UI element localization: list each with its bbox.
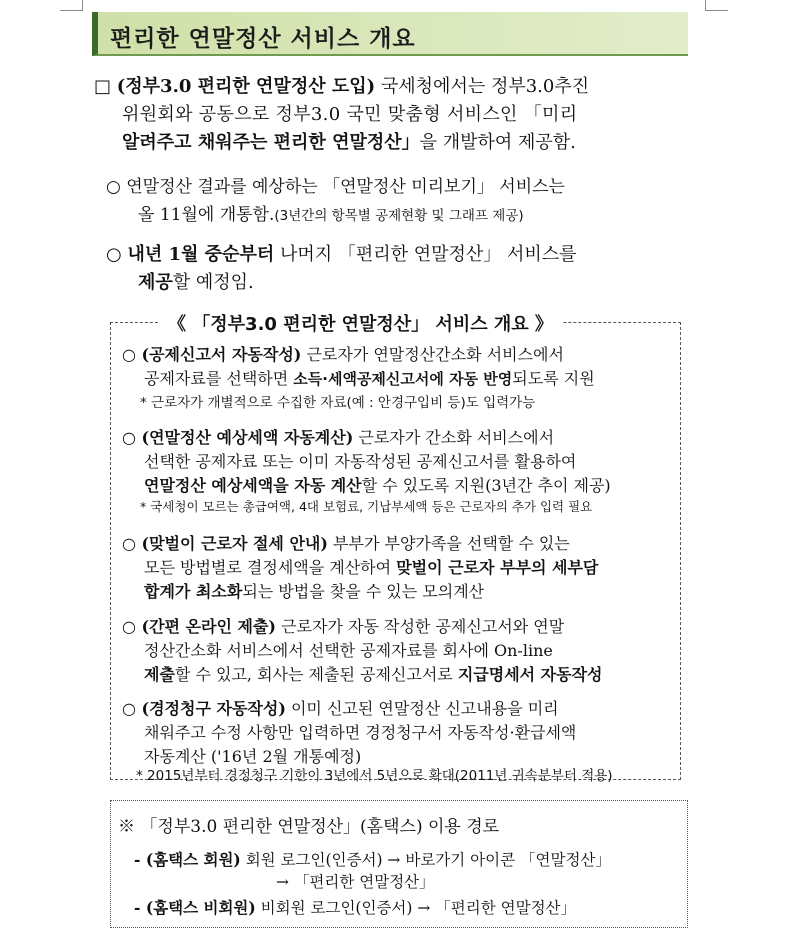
overview-item-5-note: * 2015년부터 경정청구 기한이 3년에서 5년으로 확대(2011년 귀속분부터 적용) — [136, 768, 613, 784]
point-1-line-2 — [138, 200, 524, 225]
overview-item-1-text-2: 공제자료를 선택하면 — [144, 369, 294, 388]
crop-mark-top-left — [60, 0, 83, 11]
overview-item-4-line-1 — [122, 614, 564, 637]
overview-item-3-line-3 — [144, 579, 484, 602]
point-1-note: (3년간의 항목별 공제현황 및 그래프 제공) — [274, 208, 524, 224]
intro-text: 국세청에서는 정부3.0추진 — [375, 76, 590, 97]
service-overview-title: 《 「정부3.0 편리한 연말정산」 서비스 개요 》 — [158, 310, 563, 336]
route-member-heading: - (홈택스 회원) — [134, 850, 241, 869]
usage-route-title: ※ 「정부3.0 편리한 연말정산」(홈택스) 이용 경로 — [118, 817, 500, 837]
overview-item-4-emphasis-2: 지급명세서 자동작성 — [457, 665, 603, 684]
overview-item-4-emphasis: 제출 — [144, 665, 175, 684]
point-2-emphasis: 내년 1월 중순부터 — [127, 244, 275, 265]
overview-item-5-line-2: 채워주고 수정 사항만 입력하면 경정청구서 자동작성·환급세액 — [144, 723, 577, 742]
overview-item-1-tail: 되도록 지원 — [512, 369, 595, 388]
overview-item-1-note: * 근로자가 개별적으로 수집한 자료(예 : 안경구입비 등)도 입력가능 — [140, 395, 536, 411]
overview-item-3-text: 부부가 부양가족을 선택할 수 있는 — [327, 534, 570, 553]
route-member-line-1 — [134, 848, 611, 870]
point-2-line-1 — [106, 240, 577, 266]
overview-item-1-line-1 — [122, 342, 564, 365]
overview-item-3-tail: 되는 방법을 찾을 수 있는 모의계산 — [242, 582, 485, 601]
overview-item-3-line-1 — [122, 531, 570, 554]
overview-item-2-tail: 할 수 있도록 지원(3년간 추이 제공) — [361, 476, 611, 495]
overview-item-4-text-3: 할 수 있고, 회사는 제출된 공제신고서로 — [174, 665, 458, 684]
route-guest-heading: - (홈택스 비회원) — [134, 898, 256, 917]
overview-item-2-heading: ○ (연말정산 예상세액 자동계산) — [122, 428, 354, 447]
overview-item-2-emphasis: 연말정산 예상세액을 자동 계산 — [144, 476, 362, 495]
overview-item-3-text-2: 모든 방법별로 결정세액을 계산하여 — [144, 558, 397, 577]
circle-bullet: ○ — [106, 177, 121, 197]
point-2-emphasis-2: 제공 — [138, 272, 173, 293]
intro-heading: (정부3.0 편리한 연말정산 도입) — [116, 76, 376, 97]
overview-item-5-heading: ○ (경정청구 자동작성) — [122, 699, 286, 718]
circle-bullet: ○ — [106, 244, 122, 265]
intro-tail: 을 개발하여 제공함. — [419, 132, 576, 153]
route-guest-text: 비회원 로그인(인증서) → 「편리한 연말정산」 — [255, 899, 577, 917]
overview-item-4-line-2: 정산간소화 서비스에서 선택한 공제자료를 회사에 On-line — [144, 641, 553, 660]
section-title-bar — [92, 12, 688, 56]
overview-item-3-emphasis-2: 합계가 최소화 — [144, 582, 243, 601]
overview-item-3-heading: ○ (맞벌이 근로자 절세 안내) — [122, 534, 328, 553]
overview-item-3-line-2 — [144, 555, 598, 578]
point-2-text-2: 할 예정임. — [172, 272, 254, 293]
overview-item-2-text: 근로자가 간소화 서비스에서 — [353, 428, 555, 447]
route-member-text: 회원 로그인(인증서) → 바로가기 아이콘 「연말정산」 — [240, 851, 611, 869]
overview-item-1-text: 근로자가 연말정산간소화 서비스에서 — [301, 345, 564, 364]
overview-item-2-note: * 국세청이 모르는 총급여액, 4대 보험료, 기납부세액 등은 근로자의 추가 입력 필요 — [140, 499, 593, 514]
overview-item-2-line-1 — [122, 425, 554, 448]
route-member-line-2: → 「편리한 연말정산」 — [276, 873, 435, 891]
intro-line-1 — [94, 72, 589, 98]
point-1-text: 연말정산 결과를 예상하는 「연말정산 미리보기」 서비스는 — [126, 177, 565, 197]
overview-item-3-emphasis: 맞벌이 근로자 부부의 세부담 — [396, 558, 599, 577]
overview-item-5-text: 이미 신고된 연말정산 신고내용을 미리 — [285, 699, 559, 718]
overview-item-4-heading: ○ (간편 온라인 제출) — [122, 617, 277, 636]
overview-item-1-heading: ○ (공제신고서 자동작성) — [122, 345, 302, 364]
section-title: 편리한 연말정산 서비스 개요 — [110, 26, 416, 52]
overview-item-4-text: 근로자가 자동 작성한 공제신고서와 연말 — [276, 617, 565, 636]
point-2-text: 나머지 「편리한 연말정산」 서비스를 — [274, 244, 577, 265]
intro-line-3 — [122, 128, 576, 154]
intro-emphasis: 알려주고 채워주는 편리한 연말정산」 — [122, 132, 420, 153]
intro-line-2: 위원회와 공동으로 정부3.0 국민 맞춤형 서비스인 「미리 — [122, 104, 578, 125]
overview-item-2-line-3 — [144, 473, 611, 496]
route-guest-line — [134, 896, 576, 918]
point-1-line-1 — [106, 172, 565, 197]
point-1-text-2: 올 11월에 개통함. — [138, 205, 275, 225]
crop-mark-top-right — [705, 0, 728, 11]
overview-item-1-emphasis: 소득·세액공제신고서에 자동 반영 — [293, 370, 513, 388]
overview-item-4-line-3 — [144, 662, 603, 685]
overview-item-5-line-1 — [122, 696, 559, 719]
checkbox-bullet: □ — [94, 76, 112, 97]
overview-item-5-line-3: 자동계산 ('16년 2월 개통예정) — [144, 747, 362, 766]
overview-item-1-line-2 — [144, 366, 595, 389]
point-2-line-2 — [138, 268, 254, 294]
overview-item-2-line-2: 선택한 공제자료 또는 이미 자동작성된 공제신고서를 활용하여 — [144, 452, 577, 471]
